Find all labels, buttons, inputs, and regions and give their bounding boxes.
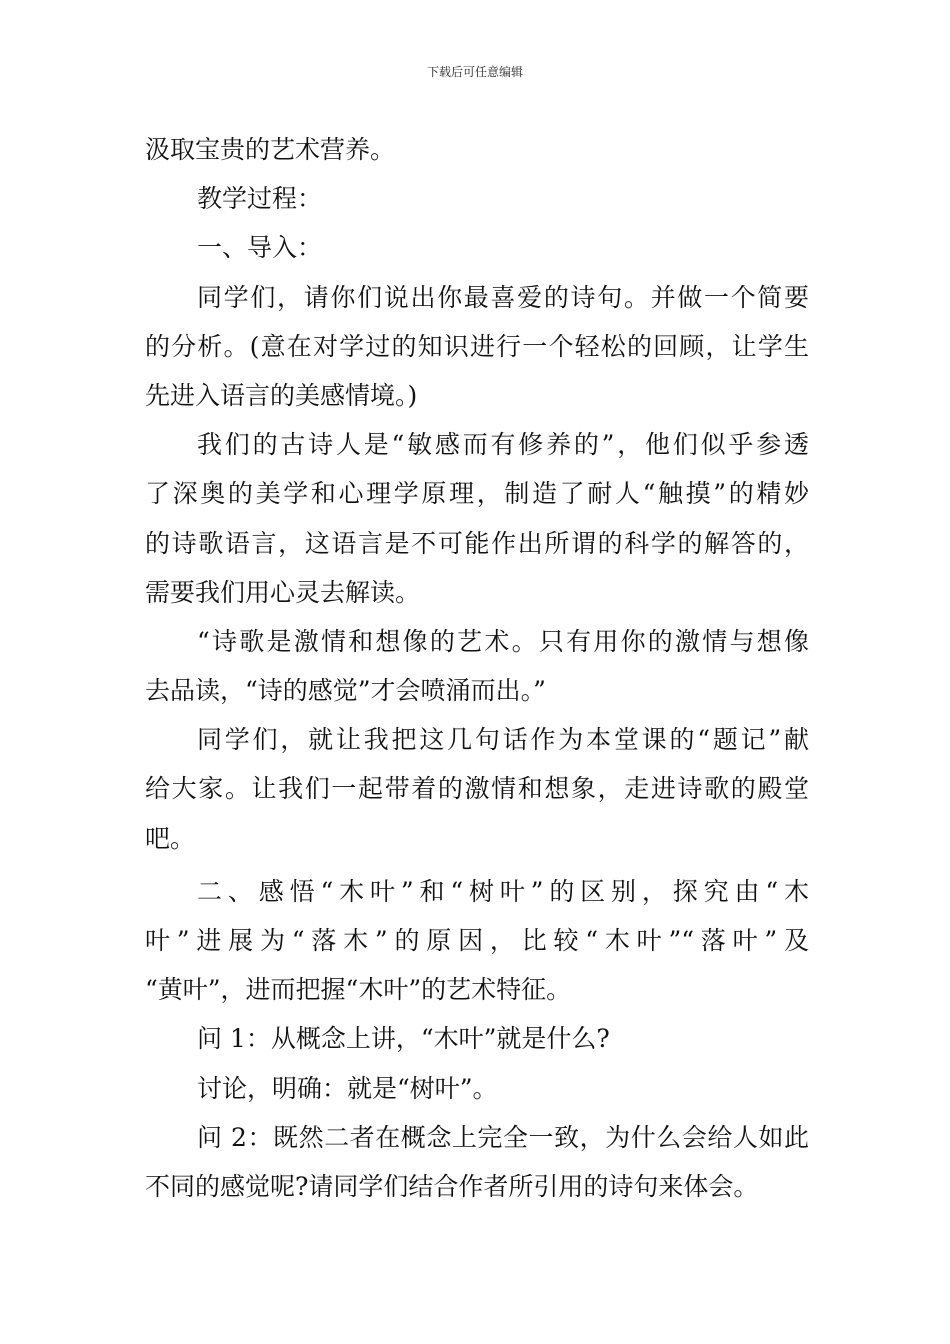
text-line: 叶”进展为“落木”的原因，比较“木叶”“落叶”及 [145, 926, 809, 955]
text-line: 汲取宝贵的艺术营养。 [145, 135, 396, 164]
section-heading: 一、导入： [197, 233, 323, 263]
text-line: 给大家。让我们一起带着的激情和想象，走进诗歌的殿堂 [145, 774, 809, 804]
question-line: 问 2：既然二者在概念上完全一致，为什么会给人如此 [197, 1122, 809, 1152]
text-line: 不同的感觉呢?请同学们结合作者所引用的诗句来体会。 [145, 1171, 759, 1201]
text-line: 需要我们用心灵去解读。 [145, 577, 421, 607]
paragraph-heading: 教学过程： [197, 184, 323, 214]
question-line: 问 1：从概念上讲，“木叶”就是什么? [197, 1024, 610, 1054]
text-line: 的诗歌语言，这语言是不可能作出所谓的科学的解答的， [145, 528, 809, 558]
page-header: 下载后可任意编辑 [426, 65, 523, 79]
text-line: 同学们，请你们说出你最喜爱的诗句。并做一个简要 [197, 282, 809, 312]
text-line: 去品读，“诗的感觉”才会喷涌而出。” [145, 676, 546, 706]
text-line: 我们的古诗人是“敏感而有修养的”，他们似乎参透 [197, 430, 809, 460]
text-line: 吧。 [145, 823, 196, 853]
text-line: 了深奥的美学和心理学原理，制造了耐人“触摸”的精妙 [145, 479, 809, 509]
section-heading: 二、感悟“木叶”和“树叶”的区别，探究由“木 [197, 876, 809, 906]
text-line: 先进入语言的美感情境。) [145, 380, 418, 410]
answer-line: 讨论，明确：就是“树叶”。 [197, 1073, 498, 1103]
text-line: 的分析。(意在对学过的知识进行一个轻松的回顾，让学生 [145, 331, 809, 361]
text-line: 同学们，就让我把这几句话作为本堂课的“题记”献 [197, 725, 809, 755]
text-line: “诗歌是激情和想像的艺术。只有用你的激情与想像 [197, 626, 809, 656]
text-line: “黄叶”，进而把握“木叶”的艺术特征。 [145, 975, 572, 1005]
document-body [145, 125, 809, 1211]
